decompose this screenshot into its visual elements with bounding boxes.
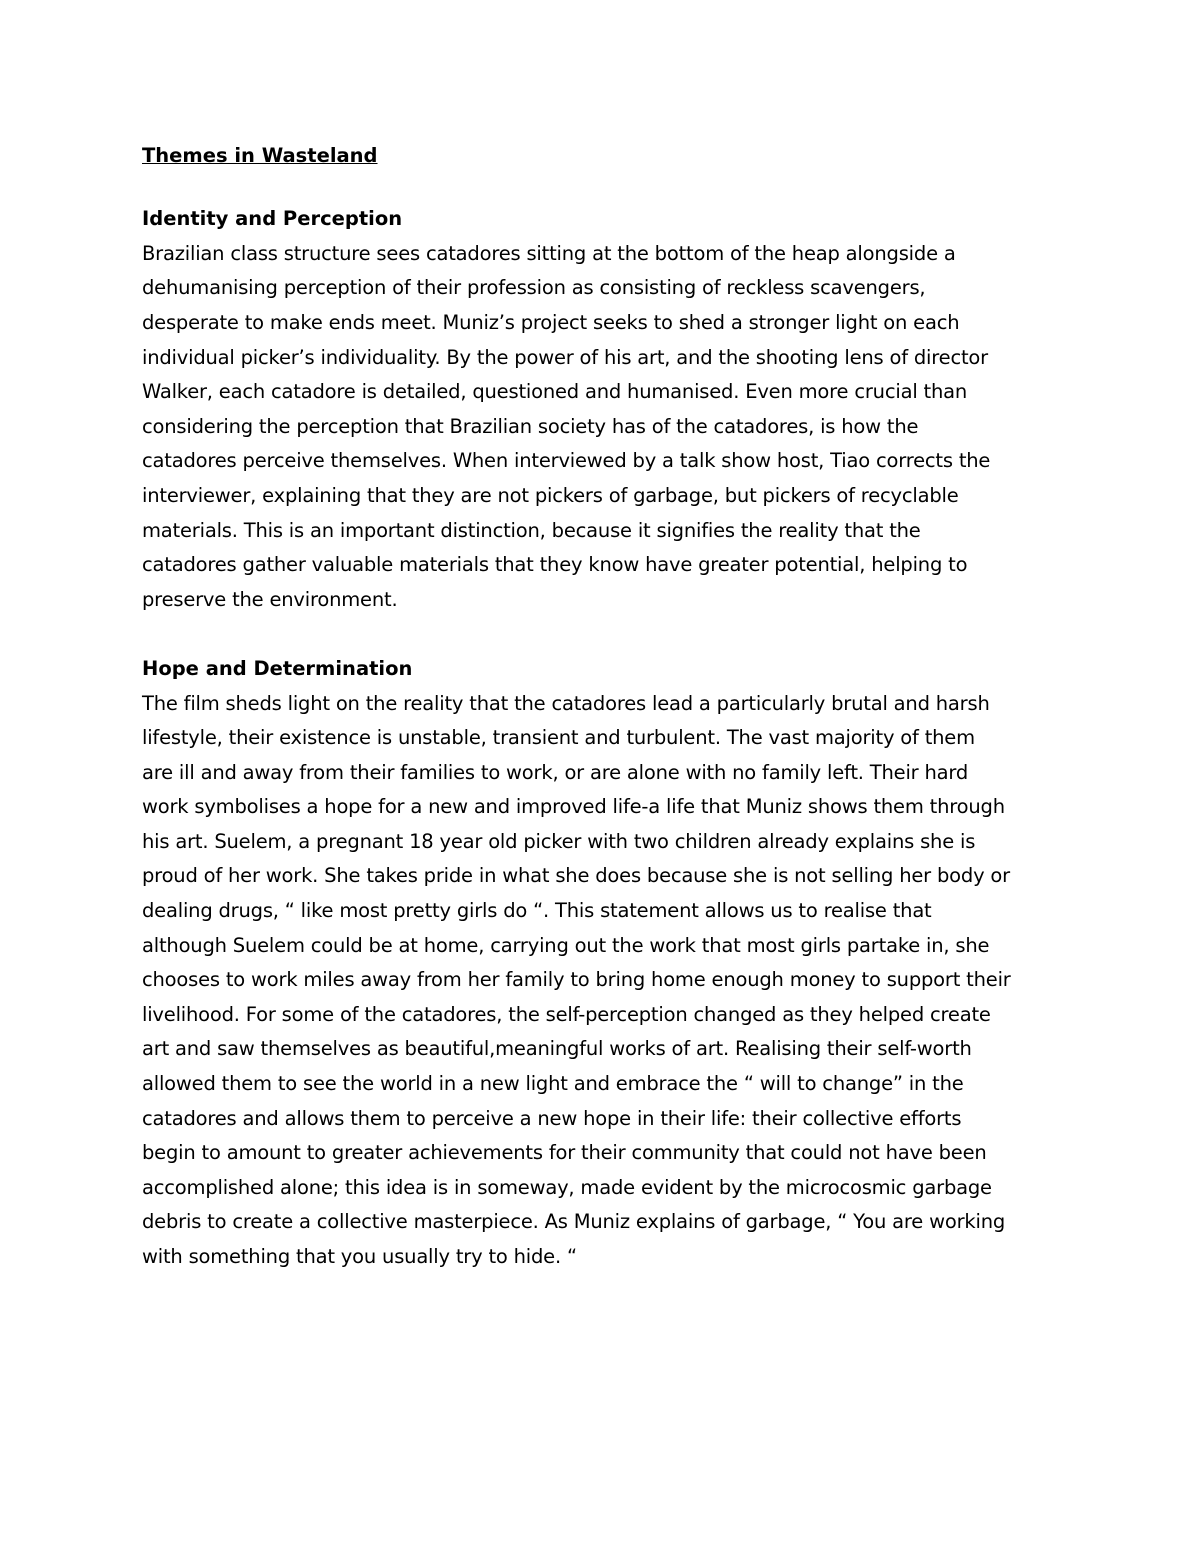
text-line: individual picker’s individuality. By the power of his art, and the shooting lens of director xyxy=(142,345,988,369)
text-line: dealing drugs, “ like most pretty girls do “. This statement allows us to realise that xyxy=(142,899,932,923)
text-line: chooses to work miles away from her family to bring home enough money to support their xyxy=(142,968,1011,992)
text-line: art and saw themselves as beautiful,meaningful works of art. Realising their self-worth xyxy=(142,1037,972,1061)
text-line: Walker, each catadore is detailed, questioned and humanised. Even more crucial than xyxy=(142,380,968,404)
text-line: catadores perceive themselves. When interviewed by a talk show host, Tiao corrects the xyxy=(142,449,991,473)
text-line: are ill and away from their families to work, or are alone with no family left. Their hard xyxy=(142,760,969,784)
text-line: materials. This is an important distinction, because it signifies the reality that the xyxy=(142,518,921,542)
section-identity-and-perception xyxy=(142,202,1062,617)
text-line: Brazilian class structure sees catadores sitting at the bottom of the heap alongside a xyxy=(142,241,956,265)
document-title: Themes in Wasteland xyxy=(142,144,378,167)
text-line: catadores and allows them to perceive a new hope in their life: their collective efforts xyxy=(142,1106,962,1130)
text-line: catadores gather valuable materials that they know have greater potential, helping to xyxy=(142,553,968,577)
text-line: preserve the environment. xyxy=(142,587,398,611)
document-body xyxy=(142,139,1062,1275)
section-paragraph xyxy=(142,687,1062,1275)
section-paragraph xyxy=(142,237,1062,618)
text-line: desperate to make ends meet. Muniz’s project seeks to shed a stronger light on each xyxy=(142,310,960,334)
text-line: proud of her work. She takes pride in what she does because she is not selling her body or xyxy=(142,864,1010,888)
section-heading: Hope and Determination xyxy=(142,656,413,680)
text-line: with something that you usually try to hide. “ xyxy=(142,1245,577,1268)
text-line: allowed them to see the world in a new light and embrace the “ will to change” in the xyxy=(142,1072,964,1096)
text-line: considering the perception that Brazilian society has of the catadores, is how the xyxy=(142,414,919,438)
title-spacer xyxy=(142,174,1062,203)
text-line: dehumanising perception of their profession as consisting of reckless scavengers, xyxy=(142,276,926,300)
text-line: debris to create a collective masterpiece. As Muniz explains of garbage, “ You are working xyxy=(142,1210,1006,1234)
text-line: accomplished alone; this idea is in someway, made evident by the microcosmic garbage xyxy=(142,1175,992,1199)
text-line: lifestyle, their existence is unstable, transient and turbulent. The vast majority of them xyxy=(142,726,975,750)
text-line: although Suelem could be at home, carrying out the work that most girls partake in, she xyxy=(142,933,990,957)
text-line: The film sheds light on the reality that the catadores lead a particularly brutal and harsh xyxy=(142,691,990,715)
text-line: his art. Suelem, a pregnant 18 year old picker with two children already explains she is xyxy=(142,829,976,853)
section-hope-and-determination xyxy=(142,652,1062,1275)
text-line: interviewer, explaining that they are not pickers of garbage, but pickers of recyclable xyxy=(142,483,959,507)
text-line: work symbolises a hope for a new and improved life-a life that Muniz shows them through xyxy=(142,795,1005,819)
text-line: livelihood. For some of the catadores, the self-perception changed as they helped create xyxy=(142,1002,991,1026)
text-line: begin to amount to greater achievements for their community that could not have been xyxy=(142,1141,987,1165)
section-gap xyxy=(142,617,1062,652)
section-heading: Identity and Perception xyxy=(142,207,403,231)
